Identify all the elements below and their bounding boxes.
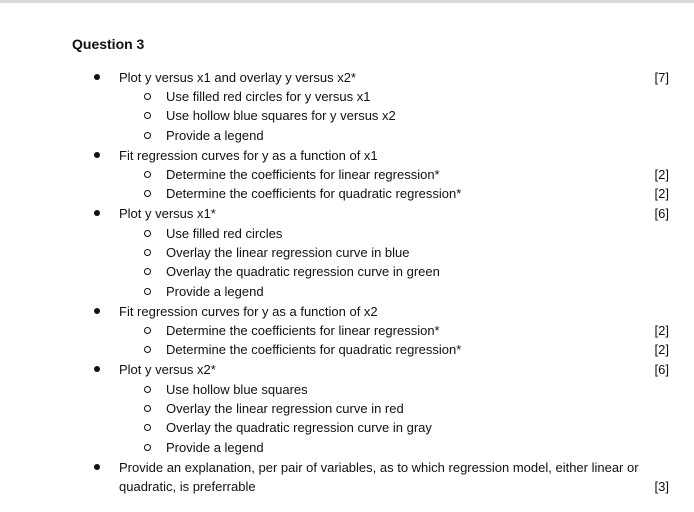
item-marks: [7] — [654, 70, 669, 85]
list-item — [0, 399, 694, 418]
item-text: Plot y versus x1* — [119, 206, 216, 221]
item-marks: [2] — [654, 167, 669, 182]
list-item — [0, 418, 694, 437]
item-text: Determine the coefficients for quadratic regression* — [166, 342, 462, 357]
item-text: Plot y versus x1 and overlay y versus x2* — [119, 70, 356, 85]
bullet-icon — [94, 308, 100, 314]
circle-bullet-icon — [144, 268, 151, 275]
list-item — [0, 340, 694, 359]
circle-bullet-icon — [144, 249, 151, 256]
list-item — [0, 458, 694, 477]
bullet-icon — [94, 152, 100, 158]
item-marks: [6] — [654, 206, 669, 221]
item-text: Determine the coefficients for linear regression* — [166, 323, 440, 338]
list-item — [0, 360, 694, 379]
list-item — [0, 87, 694, 106]
item-text: Use hollow blue squares for y versus x2 — [166, 108, 396, 123]
list-item — [0, 380, 694, 399]
item-text: Use filled red circles — [166, 226, 283, 241]
circle-bullet-icon — [144, 444, 151, 451]
item-text: Fit regression curves for y as a function of x1 — [119, 148, 378, 163]
circle-bullet-icon — [144, 288, 151, 295]
list-item — [0, 184, 694, 203]
item-text: Provide a legend — [166, 128, 264, 143]
circle-bullet-icon — [144, 230, 151, 237]
bullet-icon — [94, 366, 100, 372]
list-item — [0, 68, 694, 87]
list-item — [0, 282, 694, 301]
item-text: Overlay the linear regression curve in blue — [166, 245, 410, 260]
item-text: Provide an explanation, per pair of variables, as to which regression model, either linear or — [119, 460, 639, 475]
list-item — [0, 438, 694, 457]
item-text: Provide a legend — [166, 440, 264, 455]
bullet-icon — [94, 210, 100, 216]
item-text: Overlay the linear regression curve in red — [166, 401, 404, 416]
list-item — [0, 321, 694, 340]
item-text: Use filled red circles for y versus x1 — [166, 89, 371, 104]
item-text: quadratic, is preferrable — [119, 479, 256, 494]
item-text: Overlay the quadratic regression curve in green — [166, 264, 440, 279]
circle-bullet-icon — [144, 132, 151, 139]
circle-bullet-icon — [144, 386, 151, 393]
circle-bullet-icon — [144, 327, 151, 334]
item-marks: [2] — [654, 323, 669, 338]
list-item — [0, 204, 694, 223]
circle-bullet-icon — [144, 171, 151, 178]
item-text: Determine the coefficients for linear regression* — [166, 167, 440, 182]
list-item — [0, 243, 694, 262]
circle-bullet-icon — [144, 424, 151, 431]
list-item — [0, 165, 694, 184]
item-text: Fit regression curves for y as a function of x2 — [119, 304, 378, 319]
list-item — [0, 302, 694, 321]
circle-bullet-icon — [144, 93, 151, 100]
item-marks: [3] — [654, 479, 669, 494]
bullet-icon — [94, 464, 100, 470]
item-marks: [2] — [654, 186, 669, 201]
item-marks: [6] — [654, 362, 669, 377]
list-item — [0, 146, 694, 165]
list-item — [0, 126, 694, 145]
list-item — [0, 224, 694, 243]
list-item — [0, 106, 694, 125]
list-item-continuation — [0, 477, 694, 496]
item-text: Use hollow blue squares — [166, 382, 308, 397]
item-marks: [2] — [654, 342, 669, 357]
circle-bullet-icon — [144, 405, 151, 412]
circle-bullet-icon — [144, 112, 151, 119]
item-text: Overlay the quadratic regression curve in gray — [166, 420, 432, 435]
circle-bullet-icon — [144, 346, 151, 353]
item-text: Determine the coefficients for quadratic regression* — [166, 186, 462, 201]
item-text: Provide a legend — [166, 284, 264, 299]
list-item — [0, 262, 694, 281]
item-text: Plot y versus x2* — [119, 362, 216, 377]
bullet-icon — [94, 74, 100, 80]
question-title: Question 3 — [72, 36, 145, 52]
circle-bullet-icon — [144, 190, 151, 197]
